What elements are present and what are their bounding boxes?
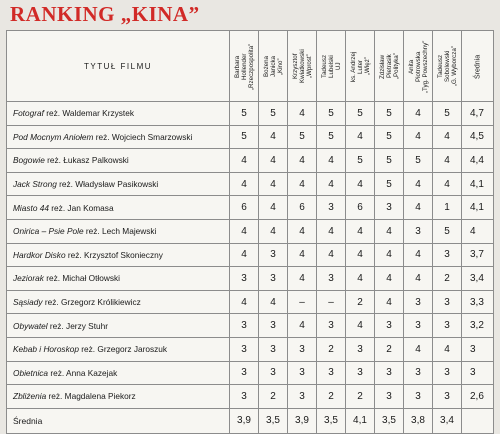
score-cell: 5 [433,219,462,243]
film-title: Obywatel [13,320,48,331]
score-cell: 5 [346,102,375,126]
film-director: reż. Krzysztof Skonieczny [67,249,163,260]
score-cell: 4 [404,102,433,126]
score-cell: 3 [230,361,259,385]
score-cell: 4 [288,219,317,243]
average-row-label: Średnia [7,408,230,433]
film-average-cell: 3,2 [462,314,494,338]
film-cell [7,361,230,385]
score-cell: 5 [346,149,375,173]
critic-header: Tadeusz Sobolewski „G. Wyborcza” [433,31,462,102]
score-cell: 4 [230,219,259,243]
score-cell: 3 [259,337,288,361]
score-cell: 5 [404,149,433,173]
score-cell: 6 [230,196,259,220]
film-cell [7,267,230,291]
score-cell: 3 [375,314,404,338]
table-row [7,337,494,361]
score-cell: – [317,290,346,314]
score-cell: 4 [433,172,462,196]
score-cell: 3 [317,196,346,220]
score-cell: 4 [259,125,288,149]
film-director: reż. Łukasz Palkowski [47,155,129,166]
ranking-table [6,30,494,434]
score-cell: 4 [259,149,288,173]
film-average-cell: 4 [462,219,494,243]
score-cell: 2 [433,267,462,291]
film-average-cell: 4,5 [462,125,494,149]
film-cell [7,172,230,196]
score-cell: 4 [375,290,404,314]
table-row [7,125,494,149]
score-cell: 4 [317,172,346,196]
film-cell [7,243,230,267]
score-cell: 3 [230,314,259,338]
score-cell: 4 [404,243,433,267]
score-cell: 2 [346,290,375,314]
film-director: reż. Jan Komasa [51,202,114,213]
score-cell: 5 [317,102,346,126]
score-cell: 3 [375,196,404,220]
score-cell: 4 [346,219,375,243]
score-cell: 4 [288,149,317,173]
score-cell: 4 [230,243,259,267]
average-row [7,408,494,433]
score-cell: 4 [346,172,375,196]
score-cell: 3 [259,243,288,267]
score-cell: 1 [433,196,462,220]
score-cell: 4 [404,172,433,196]
score-cell: 5 [433,102,462,126]
film-average-cell: 3,7 [462,243,494,267]
score-cell: 5 [375,172,404,196]
score-cell: 5 [375,102,404,126]
film-director: reż. Anna Kazejak [50,367,118,378]
score-cell: 3 [404,219,433,243]
film-director: reż. Waldemar Krzystek [46,108,134,119]
table-row [7,102,494,126]
film-title: Kebab i Horoskop [13,344,79,355]
score-cell: 4 [259,172,288,196]
table-row [7,243,494,267]
score-cell: 5 [375,125,404,149]
score-cell: 4 [375,219,404,243]
film-cell [7,125,230,149]
film-title: Fotograf [13,108,44,119]
critic-header: Krzysztof Kwiatkowski „Wprost” [288,31,317,102]
score-cell: 3 [288,337,317,361]
score-cell: 2 [375,337,404,361]
film-cell [7,314,230,338]
film-title: Jeziorak [13,273,44,284]
film-director: reż. Grzegorz Jaroszuk [81,344,168,355]
score-cell: 3 [259,314,288,338]
score-cell: 3 [346,361,375,385]
film-title: Jack Strong [13,179,57,190]
critic-average-cell: 3,4 [433,408,462,433]
film-title: Obietnica [13,367,49,378]
score-cell: 2 [317,385,346,409]
critic-average-cell: 4,1 [346,408,375,433]
film-cell [7,196,230,220]
critic-header: ks. Andrzej Luter „Więź” [346,31,375,102]
average-header: Średnia [462,31,494,102]
film-average-cell: 4,1 [462,196,494,220]
score-cell: 4 [346,125,375,149]
score-cell: 4 [259,219,288,243]
score-cell: 4 [433,149,462,173]
film-director: reż. Magdalena Piekorz [48,391,136,402]
table-row [7,196,494,220]
score-cell: 5 [288,125,317,149]
score-cell: 4 [317,243,346,267]
film-average-cell: 3 [462,337,494,361]
score-cell: 3 [288,361,317,385]
score-cell: 3 [433,243,462,267]
score-cell: 3 [404,290,433,314]
score-cell: 5 [230,102,259,126]
header-row [7,31,494,102]
score-cell: 3 [317,314,346,338]
score-cell: 4 [346,314,375,338]
score-cell: 4 [230,172,259,196]
score-cell: 3 [230,267,259,291]
score-cell: 4 [259,196,288,220]
film-average-cell: 4,1 [462,172,494,196]
score-cell: 4 [433,337,462,361]
score-cell: 4 [346,243,375,267]
table-row [7,314,494,338]
score-cell: 4 [317,149,346,173]
score-cell: 4 [288,314,317,338]
film-cell [7,102,230,126]
score-cell: 3 [259,267,288,291]
film-title: Pod Mocnym Aniołem [13,131,94,142]
critic-header: Anita Piotrowska „Tyg. Powszechny” [404,31,433,102]
score-cell: 3 [433,314,462,338]
score-cell: 6 [288,196,317,220]
score-cell: 3 [317,361,346,385]
film-director: reż. Michał Otłowski [46,273,120,284]
score-cell: 3 [404,385,433,409]
critic-average-cell: 3,5 [317,408,346,433]
score-cell: 4 [404,267,433,291]
table-row [7,149,494,173]
score-cell: 4 [288,267,317,291]
table-row [7,385,494,409]
table-row [7,361,494,385]
film-average-cell: 2,6 [462,385,494,409]
table-row [7,219,494,243]
score-cell: 5 [317,125,346,149]
film-average-cell: 3 [462,361,494,385]
critic-header: Barbara Hollender „Rzeczpospolita” [230,31,259,102]
film-director: reż. Grzegorz Królikiewicz [44,297,141,308]
score-cell: 4 [433,125,462,149]
table-body [7,102,494,434]
film-title-header: TYTUŁ FILMU [7,31,230,102]
score-cell: 4 [288,102,317,126]
film-average-cell: 4,7 [462,102,494,126]
score-cell: 3 [404,314,433,338]
score-cell: 4 [317,219,346,243]
score-cell: 3 [404,361,433,385]
score-cell: 4 [375,267,404,291]
film-average-cell: 3,3 [462,290,494,314]
score-cell: 3 [259,361,288,385]
score-cell: 3 [346,337,375,361]
score-cell: 3 [230,385,259,409]
critic-header: Bożena Janicka „Kino” [259,31,288,102]
film-director: reż. Władysław Pasikowski [59,179,159,190]
score-cell: 4 [404,337,433,361]
score-cell: 6 [346,196,375,220]
average-row-empty-cell [462,408,494,433]
score-cell: 3 [433,385,462,409]
critic-average-cell: 3,9 [230,408,259,433]
score-cell: 5 [375,149,404,173]
score-cell: 3 [375,361,404,385]
score-cell: 4 [259,290,288,314]
score-cell: 2 [259,385,288,409]
film-cell [7,219,230,243]
film-cell [7,337,230,361]
score-cell: 2 [317,337,346,361]
score-cell: 3 [230,337,259,361]
critic-header: Tadeusz Lubelski UJ [317,31,346,102]
score-cell: 2 [346,385,375,409]
score-cell: 3 [433,361,462,385]
film-title: Zbliżenia [13,391,47,402]
table-row [7,172,494,196]
film-cell [7,385,230,409]
film-title: Bogowie [13,155,45,166]
score-cell: 3 [288,385,317,409]
table-row [7,290,494,314]
score-cell: 3 [317,267,346,291]
ranking-title: RANKING „KINA” [10,2,200,26]
critic-header: Zdzisław Pietrasik „Polityka” [375,31,404,102]
score-cell: 5 [259,102,288,126]
score-cell: 3 [375,385,404,409]
score-cell: 4 [346,267,375,291]
film-title: Sąsiady [13,297,43,308]
score-cell: 4 [230,290,259,314]
critic-average-cell: 3,8 [404,408,433,433]
table-row [7,267,494,291]
critic-average-cell: 3,9 [288,408,317,433]
score-cell: 4 [375,243,404,267]
film-cell [7,290,230,314]
critic-average-cell: 3,5 [375,408,404,433]
score-cell: 4 [288,172,317,196]
film-cell [7,149,230,173]
score-cell: 5 [230,125,259,149]
score-cell: 4 [288,243,317,267]
film-director: reż. Wojciech Smarzowski [95,131,193,142]
score-cell: 4 [230,149,259,173]
film-title: Hardkor Disko [13,249,66,260]
score-cell: 3 [433,290,462,314]
film-title: Miasto 44 [13,202,49,213]
film-director: reż. Lech Majewski [85,226,157,237]
film-title: Onirica – Psie Pole [13,226,84,237]
film-director: reż. Jerzy Stuhr [49,320,109,331]
film-average-cell: 4,4 [462,149,494,173]
film-average-cell: 3,4 [462,267,494,291]
score-cell: 4 [404,196,433,220]
score-cell: – [288,290,317,314]
critic-average-cell: 3,5 [259,408,288,433]
score-cell: 4 [404,125,433,149]
